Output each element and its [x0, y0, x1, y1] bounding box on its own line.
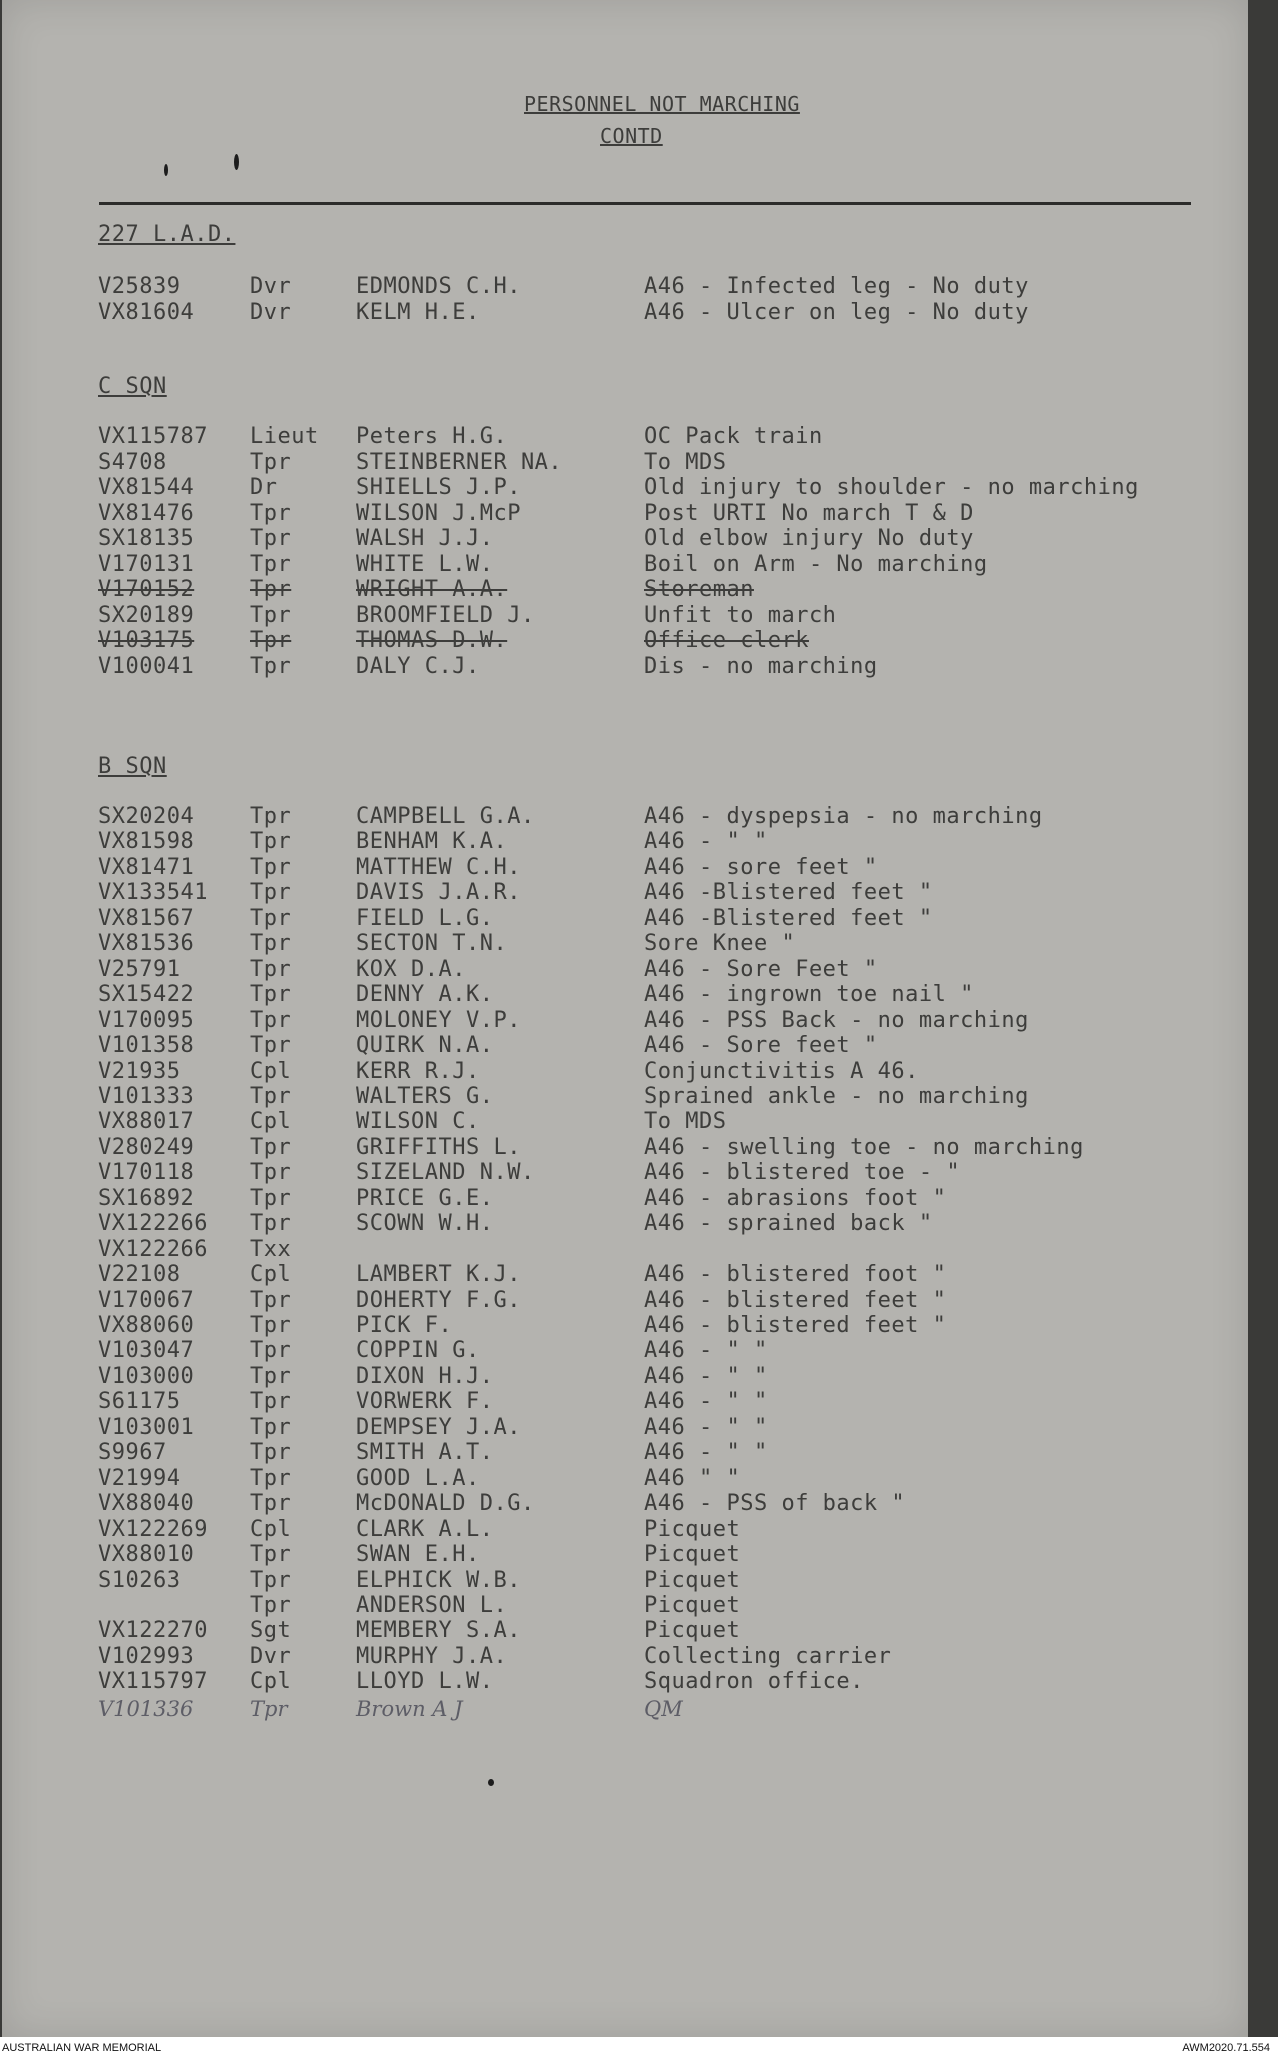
page-title: PERSONNEL NOT MARCHING [524, 92, 800, 116]
personnel-row [2, 1162, 1248, 1186]
service-number-cell: V103175 [98, 628, 195, 653]
remark-cell: A46 - sore feet " [644, 855, 878, 880]
remark-cell: To MDS [644, 450, 727, 475]
rank-cell: Lieut [250, 424, 319, 449]
name-cell: WALSH J.J. [356, 526, 494, 551]
name-cell: KOX D.A. [356, 957, 466, 982]
remark-cell: A46 - Sore feet " [644, 1033, 878, 1058]
remark-cell: A46 -Blistered feet " [644, 906, 933, 931]
rank-cell: Tpr [250, 501, 292, 526]
service-number-cell: VX81544 [98, 475, 195, 500]
name-cell: DAVIS J.A.R. [356, 880, 521, 905]
personnel-row [2, 857, 1248, 881]
service-number-cell: V103047 [98, 1338, 195, 1363]
personnel-row [2, 1391, 1248, 1415]
service-number-cell: S4708 [98, 450, 167, 475]
name-cell: DEMPSEY J.A. [356, 1415, 521, 1440]
name-cell: MATTHEW C.H. [356, 855, 521, 880]
rank-cell: Tpr [250, 1186, 292, 1211]
personnel-row [2, 1519, 1248, 1543]
rank-cell: Tpr [250, 552, 292, 577]
remark-cell: Squadron office. [644, 1669, 864, 1694]
name-cell: SWAN E.H. [356, 1542, 480, 1567]
service-number-cell: V170131 [98, 552, 195, 577]
section-heading: B SQN [98, 754, 167, 779]
ink-mark [234, 154, 239, 170]
personnel-row [2, 656, 1248, 680]
personnel-row [2, 908, 1248, 932]
ink-mark [164, 164, 168, 176]
personnel-row [2, 1188, 1248, 1212]
personnel-row [2, 554, 1248, 578]
service-number-cell: VX122269 [98, 1517, 208, 1542]
footer-accession-number: AWM2020.71.554 [1182, 2042, 1270, 2054]
name-cell: Peters H.G. [356, 424, 508, 449]
rank-cell: Tpr [250, 931, 292, 956]
remark-cell: A46 - Sore Feet " [644, 957, 878, 982]
remark-cell: Picquet [644, 1618, 741, 1643]
personnel-row [2, 1595, 1248, 1619]
service-number-cell: V170118 [98, 1160, 195, 1185]
personnel-row [2, 1035, 1248, 1059]
name-cell: SMITH A.T. [356, 1440, 494, 1465]
rank-cell: Tpr [250, 1084, 292, 1109]
footer-credit: AUSTRALIAN WAR MEMORIAL [2, 2042, 162, 2054]
rank-cell: Sgt [250, 1618, 292, 1643]
service-number-cell: V101333 [98, 1084, 195, 1109]
remark-cell: A46 " " [644, 1466, 741, 1491]
name-cell: QUIRK N.A. [356, 1033, 494, 1058]
name-cell: WRIGHT A.A. [356, 577, 508, 602]
rank-cell: Tpr [250, 1593, 292, 1618]
footer-bar [0, 2037, 1278, 2061]
rank-cell: Tpr [250, 906, 292, 931]
personnel-row [2, 1620, 1248, 1644]
personnel-row [2, 1340, 1248, 1364]
rank-cell: Tpr [250, 829, 292, 854]
personnel-row [2, 1493, 1248, 1517]
service-number-cell: V21994 [98, 1466, 181, 1491]
rank-cell: Tpr [250, 1364, 292, 1389]
handwritten-entry [2, 1697, 1248, 1721]
personnel-row [2, 1137, 1248, 1161]
rank-cell: Tpr [250, 654, 292, 679]
rank-cell: Tpr [250, 1288, 292, 1313]
name-cell: WILSON J.McP [356, 501, 521, 526]
name-cell: VORWERK F. [356, 1389, 494, 1414]
service-number-cell: SX20189 [98, 603, 195, 628]
handwritten-remark: QM [644, 1697, 683, 1721]
name-cell: SHIELLS J.P. [356, 475, 521, 500]
personnel-row [2, 1417, 1248, 1441]
rank-cell: Cpl [250, 1109, 292, 1134]
service-number-cell: VX122270 [98, 1618, 208, 1643]
personnel-row [2, 1290, 1248, 1314]
name-cell: GRIFFITHS L. [356, 1135, 521, 1160]
rank-cell: Tpr [250, 603, 292, 628]
name-cell: SCOWN W.H. [356, 1211, 494, 1236]
rank-cell: Tpr [250, 1491, 292, 1516]
personnel-row [2, 1086, 1248, 1110]
remark-cell: A46 - blistered feet " [644, 1288, 947, 1313]
service-number-cell: VX81536 [98, 931, 195, 956]
personnel-row [2, 528, 1248, 552]
rank-cell: Tpr [250, 1542, 292, 1567]
rank-cell: Tpr [250, 1033, 292, 1058]
service-number-cell: SX18135 [98, 526, 195, 551]
remark-cell: Post URTI No march T & D [644, 501, 974, 526]
personnel-row [2, 984, 1248, 1008]
name-cell: BROOMFIELD J. [356, 603, 535, 628]
name-cell: FIELD L.G. [356, 906, 494, 931]
handwritten-number: V101336 [98, 1697, 194, 1721]
remark-cell: A46 - dyspepsia - no marching [644, 804, 1043, 829]
service-number-cell: VX81476 [98, 501, 195, 526]
ink-mark [488, 1779, 494, 1786]
personnel-row [2, 1366, 1248, 1390]
rank-cell: Tpr [250, 804, 292, 829]
remark-cell: Sprained ankle - no marching [644, 1084, 1029, 1109]
rank-cell: Tpr [250, 880, 292, 905]
name-cell: MOLONEY V.P. [356, 1008, 521, 1033]
service-number-cell: VX115787 [98, 424, 208, 449]
rank-cell: Dvr [250, 274, 292, 299]
remark-cell: A46 - " " [644, 1364, 768, 1389]
personnel-row [2, 605, 1248, 629]
rank-cell: Tpr [250, 1338, 292, 1363]
rank-cell: Tpr [250, 1211, 292, 1236]
name-cell: BENHAM K.A. [356, 829, 508, 854]
remark-cell: A46 - blistered feet " [644, 1313, 947, 1338]
remark-cell: OC Pack train [644, 424, 823, 449]
rank-cell: Tpr [250, 526, 292, 551]
rank-cell: Tpr [250, 1160, 292, 1185]
service-number-cell: V170152 [98, 577, 195, 602]
name-cell: KERR R.J. [356, 1059, 480, 1084]
personnel-row [2, 1646, 1248, 1670]
personnel-row [2, 1010, 1248, 1034]
rank-cell: Tpr [250, 1466, 292, 1491]
name-cell: DIXON H.J. [356, 1364, 494, 1389]
remark-cell: A46 - blistered toe - " [644, 1160, 961, 1185]
personnel-row [2, 1671, 1248, 1695]
rank-cell: Cpl [250, 1059, 292, 1084]
service-number-cell: V25791 [98, 957, 181, 982]
rank-cell: Cpl [250, 1262, 292, 1287]
page-subtitle: CONTD [600, 124, 663, 148]
service-number-cell: V170067 [98, 1288, 195, 1313]
remark-cell: Storeman [644, 577, 754, 602]
rank-cell: Dvr [250, 300, 292, 325]
service-number-cell: VX115797 [98, 1669, 208, 1694]
service-number-cell: VX81604 [98, 300, 195, 325]
personnel-row [2, 630, 1248, 654]
rank-cell: Tpr [250, 957, 292, 982]
name-cell: CAMPBELL G.A. [356, 804, 535, 829]
name-cell: SECTON T.N. [356, 931, 508, 956]
remark-cell: A46 - blistered foot " [644, 1262, 947, 1287]
name-cell: ELPHICK W.B. [356, 1568, 521, 1593]
personnel-row [2, 1570, 1248, 1594]
remark-cell: A46 - " " [644, 1440, 768, 1465]
service-number-cell: V170095 [98, 1008, 195, 1033]
remark-cell: A46 - " " [644, 1415, 768, 1440]
remark-cell: A46 - PSS Back - no marching [644, 1008, 1029, 1033]
section-heading: 227 L.A.D. [98, 222, 236, 247]
personnel-row [2, 1468, 1248, 1492]
service-number-cell: VX88060 [98, 1313, 195, 1338]
remark-cell: Dis - no marching [644, 654, 878, 679]
rank-cell: Tpr [250, 628, 292, 653]
rank-cell: Txx [250, 1237, 292, 1262]
name-cell: PICK F. [356, 1313, 453, 1338]
remark-cell: A46 - " " [644, 1389, 768, 1414]
remark-cell: Picquet [644, 1568, 741, 1593]
personnel-row [2, 426, 1248, 450]
remark-cell: A46 - PSS of back " [644, 1491, 906, 1516]
remark-cell: A46 - Infected leg - No duty [644, 274, 1029, 299]
remark-cell: A46 - sprained back " [644, 1211, 933, 1236]
service-number-cell: V103000 [98, 1364, 195, 1389]
name-cell: DOHERTY F.G. [356, 1288, 521, 1313]
name-cell: DALY C.J. [356, 654, 480, 679]
personnel-row [2, 503, 1248, 527]
name-cell: ANDERSON L. [356, 1593, 508, 1618]
rank-cell: Tpr [250, 1440, 292, 1465]
rank-cell: Tpr [250, 855, 292, 880]
name-cell: WHITE L.W. [356, 552, 494, 577]
name-cell: McDONALD D.G. [356, 1491, 535, 1516]
rank-cell: Tpr [250, 1135, 292, 1160]
personnel-row [2, 1213, 1248, 1237]
rank-cell: Dr [250, 475, 278, 500]
service-number-cell: V103001 [98, 1415, 195, 1440]
service-number-cell: VX88017 [98, 1109, 195, 1134]
name-cell: EDMONDS C.H. [356, 274, 521, 299]
service-number-cell: VX81567 [98, 906, 195, 931]
rank-cell: Cpl [250, 1669, 292, 1694]
name-cell: MEMBERY S.A. [356, 1618, 521, 1643]
header-rule [99, 202, 1191, 205]
personnel-row [2, 477, 1248, 501]
remark-cell: Unfit to march [644, 603, 837, 628]
personnel-row [2, 452, 1248, 476]
remark-cell: Conjunctivitis A 46. [644, 1059, 919, 1084]
personnel-row [2, 302, 1248, 326]
remark-cell: Boil on Arm - No marching [644, 552, 988, 577]
section-heading: C SQN [98, 374, 167, 399]
personnel-row [2, 1061, 1248, 1085]
personnel-row [2, 806, 1248, 830]
rank-cell: Tpr [250, 577, 292, 602]
remark-cell: Picquet [644, 1542, 741, 1567]
service-number-cell: VX81598 [98, 829, 195, 854]
document-page [2, 0, 1248, 2037]
name-cell: THOMAS D.W. [356, 628, 508, 653]
remark-cell: Sore Knee " [644, 931, 796, 956]
remark-cell: A46 -Blistered feet " [644, 880, 933, 905]
personnel-row [2, 1442, 1248, 1466]
service-number-cell: V100041 [98, 654, 195, 679]
service-number-cell: VX133541 [98, 880, 208, 905]
service-number-cell: VX88010 [98, 1542, 195, 1567]
service-number-cell: VX122266 [98, 1237, 208, 1262]
name-cell: WALTERS G. [356, 1084, 494, 1109]
name-cell: DENNY A.K. [356, 982, 494, 1007]
rank-cell: Dvr [250, 1644, 292, 1669]
rank-cell: Tpr [250, 1008, 292, 1033]
service-number-cell: V280249 [98, 1135, 195, 1160]
personnel-row [2, 579, 1248, 603]
personnel-row [2, 1544, 1248, 1568]
service-number-cell: V21935 [98, 1059, 181, 1084]
remark-cell: A46 - ingrown toe nail " [644, 982, 974, 1007]
rank-cell: Tpr [250, 1389, 292, 1414]
personnel-row [2, 831, 1248, 855]
name-cell: COPPIN G. [356, 1338, 480, 1363]
service-number-cell: S61175 [98, 1389, 181, 1414]
service-number-cell: VX88040 [98, 1491, 195, 1516]
service-number-cell: SX20204 [98, 804, 195, 829]
personnel-row [2, 882, 1248, 906]
rank-cell: Tpr [250, 1415, 292, 1440]
name-cell: GOOD L.A. [356, 1466, 480, 1491]
remark-cell: A46 - swelling toe - no marching [644, 1135, 1084, 1160]
remark-cell: Old elbow injury No duty [644, 526, 974, 551]
service-number-cell: VX81471 [98, 855, 195, 880]
service-number-cell: V101358 [98, 1033, 195, 1058]
remark-cell: Collecting carrier [644, 1644, 892, 1669]
rank-cell: Cpl [250, 1517, 292, 1542]
name-cell: CLARK A.L. [356, 1517, 494, 1542]
service-number-cell: S10263 [98, 1568, 181, 1593]
personnel-row [2, 1111, 1248, 1135]
service-number-cell: VX122266 [98, 1211, 208, 1236]
service-number-cell: SX15422 [98, 982, 195, 1007]
name-cell: LAMBERT K.J. [356, 1262, 521, 1287]
rank-cell: Tpr [250, 450, 292, 475]
remark-cell: A46 - " " [644, 1338, 768, 1363]
service-number-cell: SX16892 [98, 1186, 195, 1211]
remark-cell: A46 - " " [644, 829, 768, 854]
remark-cell: Old injury to shoulder - no marching [644, 475, 1139, 500]
name-cell: MURPHY J.A. [356, 1644, 508, 1669]
remark-cell: Office clerk [644, 628, 809, 653]
personnel-row [2, 933, 1248, 957]
service-number-cell: S9967 [98, 1440, 167, 1465]
handwritten-rank: Tpr [250, 1697, 288, 1721]
service-number-cell: V22108 [98, 1262, 181, 1287]
service-number-cell: V102993 [98, 1644, 195, 1669]
remark-cell: A46 - abrasions foot " [644, 1186, 947, 1211]
personnel-row [2, 959, 1248, 983]
name-cell: WILSON C. [356, 1109, 480, 1134]
remark-cell: A46 - Ulcer on leg - No duty [644, 300, 1029, 325]
personnel-row [2, 276, 1248, 300]
personnel-row [2, 1264, 1248, 1288]
name-cell: PRICE G.E. [356, 1186, 494, 1211]
personnel-row [2, 1239, 1248, 1263]
name-cell: KELM H.E. [356, 300, 480, 325]
rank-cell: Tpr [250, 1568, 292, 1593]
service-number-cell: V25839 [98, 274, 181, 299]
handwritten-name: Brown A J [356, 1697, 463, 1721]
personnel-row [2, 1315, 1248, 1339]
rank-cell: Tpr [250, 982, 292, 1007]
remark-cell: Picquet [644, 1517, 741, 1542]
remark-cell: To MDS [644, 1109, 727, 1134]
name-cell: LLOYD L.W. [356, 1669, 494, 1694]
name-cell: STEINBERNER NA. [356, 450, 563, 475]
name-cell: SIZELAND N.W. [356, 1160, 535, 1185]
rank-cell: Tpr [250, 1313, 292, 1338]
remark-cell: Picquet [644, 1593, 741, 1618]
